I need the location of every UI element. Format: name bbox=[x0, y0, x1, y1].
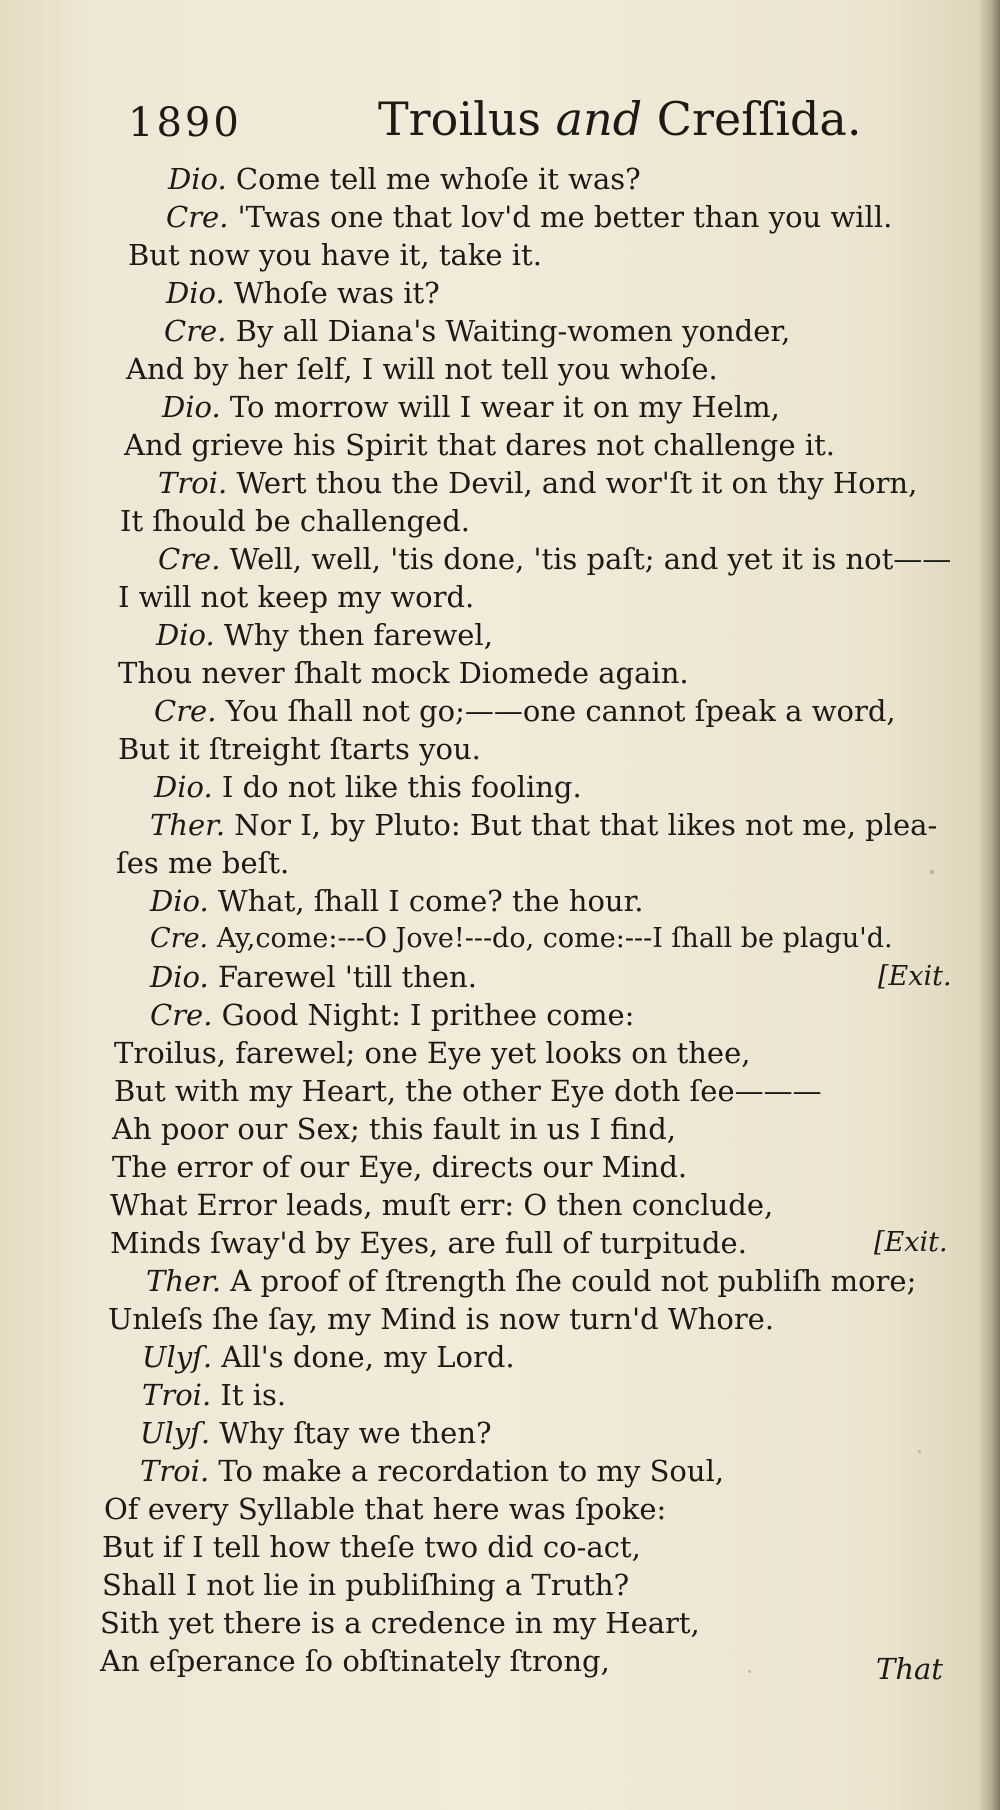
line-text: Why ſtay we then? bbox=[219, 1416, 492, 1450]
page-edge-shadow bbox=[978, 0, 1000, 1810]
text-line bbox=[118, 654, 689, 692]
line-text: But with my Heart, the other Eye doth ſee——— bbox=[114, 1074, 822, 1108]
line-text: Sith yet there is a credence in my Heart, bbox=[100, 1606, 700, 1640]
text-line bbox=[100, 1642, 610, 1680]
speaker-name: Cre. bbox=[158, 542, 221, 576]
text-line bbox=[166, 198, 892, 236]
text-line bbox=[112, 1148, 687, 1186]
line-text: I will not keep my word. bbox=[118, 580, 475, 614]
text-line bbox=[140, 1452, 724, 1490]
text-line bbox=[166, 274, 440, 312]
line-text: And grieve his Spirit that dares not challenge it. bbox=[124, 428, 835, 462]
line-text: Well, well, 'tis done, 'tis paſt; and yet it is not—— bbox=[229, 542, 952, 576]
speaker-name: Troi. bbox=[140, 1454, 210, 1488]
text-line bbox=[146, 1262, 916, 1300]
line-text: Ay,come:---O Jove!---do, come:---I ſhall be plagu'd. bbox=[216, 923, 893, 954]
line-text: ſes me beſt. bbox=[116, 846, 290, 880]
line-text: Come tell me whoſe it was? bbox=[235, 162, 641, 196]
line-text: Good Night: I prithee come: bbox=[221, 998, 635, 1032]
speaker-name: Dio. bbox=[166, 276, 225, 310]
text-line bbox=[110, 1224, 747, 1262]
line-text: Of every Syllable that here was ſpoke: bbox=[104, 1492, 667, 1526]
ink-speck bbox=[748, 1670, 751, 1673]
line-text: All's done, my Lord. bbox=[221, 1340, 515, 1374]
page-header bbox=[128, 92, 862, 152]
speaker-name: Dio. bbox=[150, 960, 209, 994]
text-line bbox=[110, 1186, 773, 1224]
title-troilus: Troilus bbox=[378, 92, 542, 146]
text-line bbox=[158, 464, 917, 502]
line-text: To make a recordation to my Soul, bbox=[218, 1454, 725, 1488]
text-line bbox=[100, 1604, 700, 1642]
speaker-name: Ulyſ. bbox=[140, 1416, 211, 1450]
speaker-name: Troi. bbox=[158, 466, 228, 500]
running-title bbox=[378, 92, 861, 146]
text-line bbox=[162, 388, 780, 426]
line-text: Minds ſway'd by Eyes, are full of turpitude. bbox=[110, 1226, 747, 1260]
text-line bbox=[102, 1566, 629, 1604]
speaker-name: Dio. bbox=[154, 770, 213, 804]
speaker-name: Dio. bbox=[168, 162, 227, 196]
line-text: But if I tell how theſe two did co-act, bbox=[102, 1530, 641, 1564]
speaker-name: Dio. bbox=[150, 884, 209, 918]
text-line bbox=[156, 616, 493, 654]
text-line bbox=[112, 1110, 676, 1148]
line-text: And by her ſelf, I will not tell you whoſe. bbox=[126, 352, 718, 386]
speaker-name: Cre. bbox=[166, 200, 229, 234]
text-line bbox=[150, 806, 937, 844]
line-text: What, ſhall I come? the hour. bbox=[217, 884, 644, 918]
line-text: By all Diana's Waiting-women yonder, bbox=[235, 314, 791, 348]
line-text: I do not like this fooling. bbox=[221, 770, 582, 804]
catchword: That bbox=[876, 1652, 943, 1686]
speaker-name: Cre. bbox=[164, 314, 227, 348]
text-line bbox=[118, 578, 474, 616]
line-text: It is. bbox=[220, 1378, 287, 1412]
text-line bbox=[124, 426, 835, 464]
text-line bbox=[142, 1376, 286, 1414]
speaker-name: Troi. bbox=[142, 1378, 212, 1412]
text-line bbox=[164, 312, 790, 350]
text-line bbox=[114, 1034, 750, 1072]
speaker-name: Dio. bbox=[162, 390, 221, 424]
stage-direction-exit: [Exit. bbox=[878, 961, 952, 992]
text-line bbox=[142, 1338, 515, 1376]
text-line bbox=[150, 958, 477, 996]
speaker-name: Cre. bbox=[150, 923, 209, 954]
text-line bbox=[126, 350, 718, 388]
text-line bbox=[108, 1300, 774, 1338]
title-and: and bbox=[555, 92, 643, 146]
line-text: Ah poor our Sex; this fault in us I find, bbox=[112, 1112, 676, 1146]
line-text: What Error leads, muſt err: O then conclude, bbox=[110, 1188, 774, 1222]
ink-speck bbox=[412, 1660, 416, 1665]
speaker-name: Cre. bbox=[150, 998, 213, 1032]
text-line bbox=[150, 882, 643, 920]
line-text: You ſhall not go;——one cannot ſpeak a word, bbox=[225, 694, 896, 728]
line-text: The error of our Eye, directs our Mind. bbox=[112, 1150, 688, 1184]
stage-direction-exit: [Exit. bbox=[874, 1227, 948, 1258]
line-text: 'Twas one that lov'd me better than you will. bbox=[237, 200, 893, 234]
text-line bbox=[116, 844, 289, 882]
ink-speck bbox=[132, 1666, 135, 1669]
text-line bbox=[104, 1490, 666, 1528]
speaker-name: Ther. bbox=[150, 808, 226, 842]
line-text: Unleſs ſhe ſay, my Mind is now turn'd Whore. bbox=[108, 1302, 775, 1336]
speaker-name: Cre. bbox=[154, 694, 217, 728]
text-line bbox=[102, 1528, 641, 1566]
ink-speck bbox=[918, 1450, 921, 1453]
line-text: Nor I, by Pluto: But that that likes not me, plea- bbox=[234, 808, 938, 842]
line-text: An eſperance ſo obſtinately ſtrong, bbox=[100, 1644, 610, 1678]
line-text: Farewel 'till then. bbox=[217, 960, 477, 994]
text-line bbox=[150, 920, 893, 958]
line-text: But it ſtreight ſtarts you. bbox=[118, 732, 481, 766]
text-line bbox=[128, 236, 542, 274]
page-number: 1890 bbox=[128, 100, 242, 146]
line-text: Why then farewel, bbox=[223, 618, 493, 652]
speaker-name: Ulyſ. bbox=[142, 1340, 213, 1374]
line-text: But now you have it, take it. bbox=[128, 238, 542, 272]
speaker-name: Ther. bbox=[146, 1264, 222, 1298]
text-line bbox=[150, 996, 634, 1034]
line-text: Shall I not lie in publiſhing a Truth? bbox=[102, 1568, 630, 1602]
text-line bbox=[118, 730, 481, 768]
text-line bbox=[158, 540, 951, 578]
line-text: It ſhould be challenged. bbox=[120, 504, 470, 538]
text-line bbox=[154, 768, 582, 806]
line-text: Troilus, farewel; one Eye yet looks on thee, bbox=[114, 1036, 751, 1070]
line-text: Wert thou the Devil, and wor'ſt it on thy Horn, bbox=[236, 466, 918, 500]
line-text: To morrow will I wear it on my Helm, bbox=[229, 390, 780, 424]
text-line bbox=[140, 1414, 492, 1452]
ink-speck bbox=[930, 870, 934, 874]
text-line bbox=[120, 502, 470, 540]
line-text: A proof of ſtrength ſhe could not publiſh more; bbox=[230, 1264, 917, 1298]
line-text: Thou never ſhalt mock Diomede again. bbox=[118, 656, 689, 690]
text-line bbox=[168, 160, 641, 198]
line-text: Whoſe was it? bbox=[233, 276, 440, 310]
title-cressida: Creſſida. bbox=[656, 92, 862, 146]
text-line bbox=[154, 692, 896, 730]
text-line bbox=[114, 1072, 822, 1110]
speaker-name: Dio. bbox=[156, 618, 215, 652]
